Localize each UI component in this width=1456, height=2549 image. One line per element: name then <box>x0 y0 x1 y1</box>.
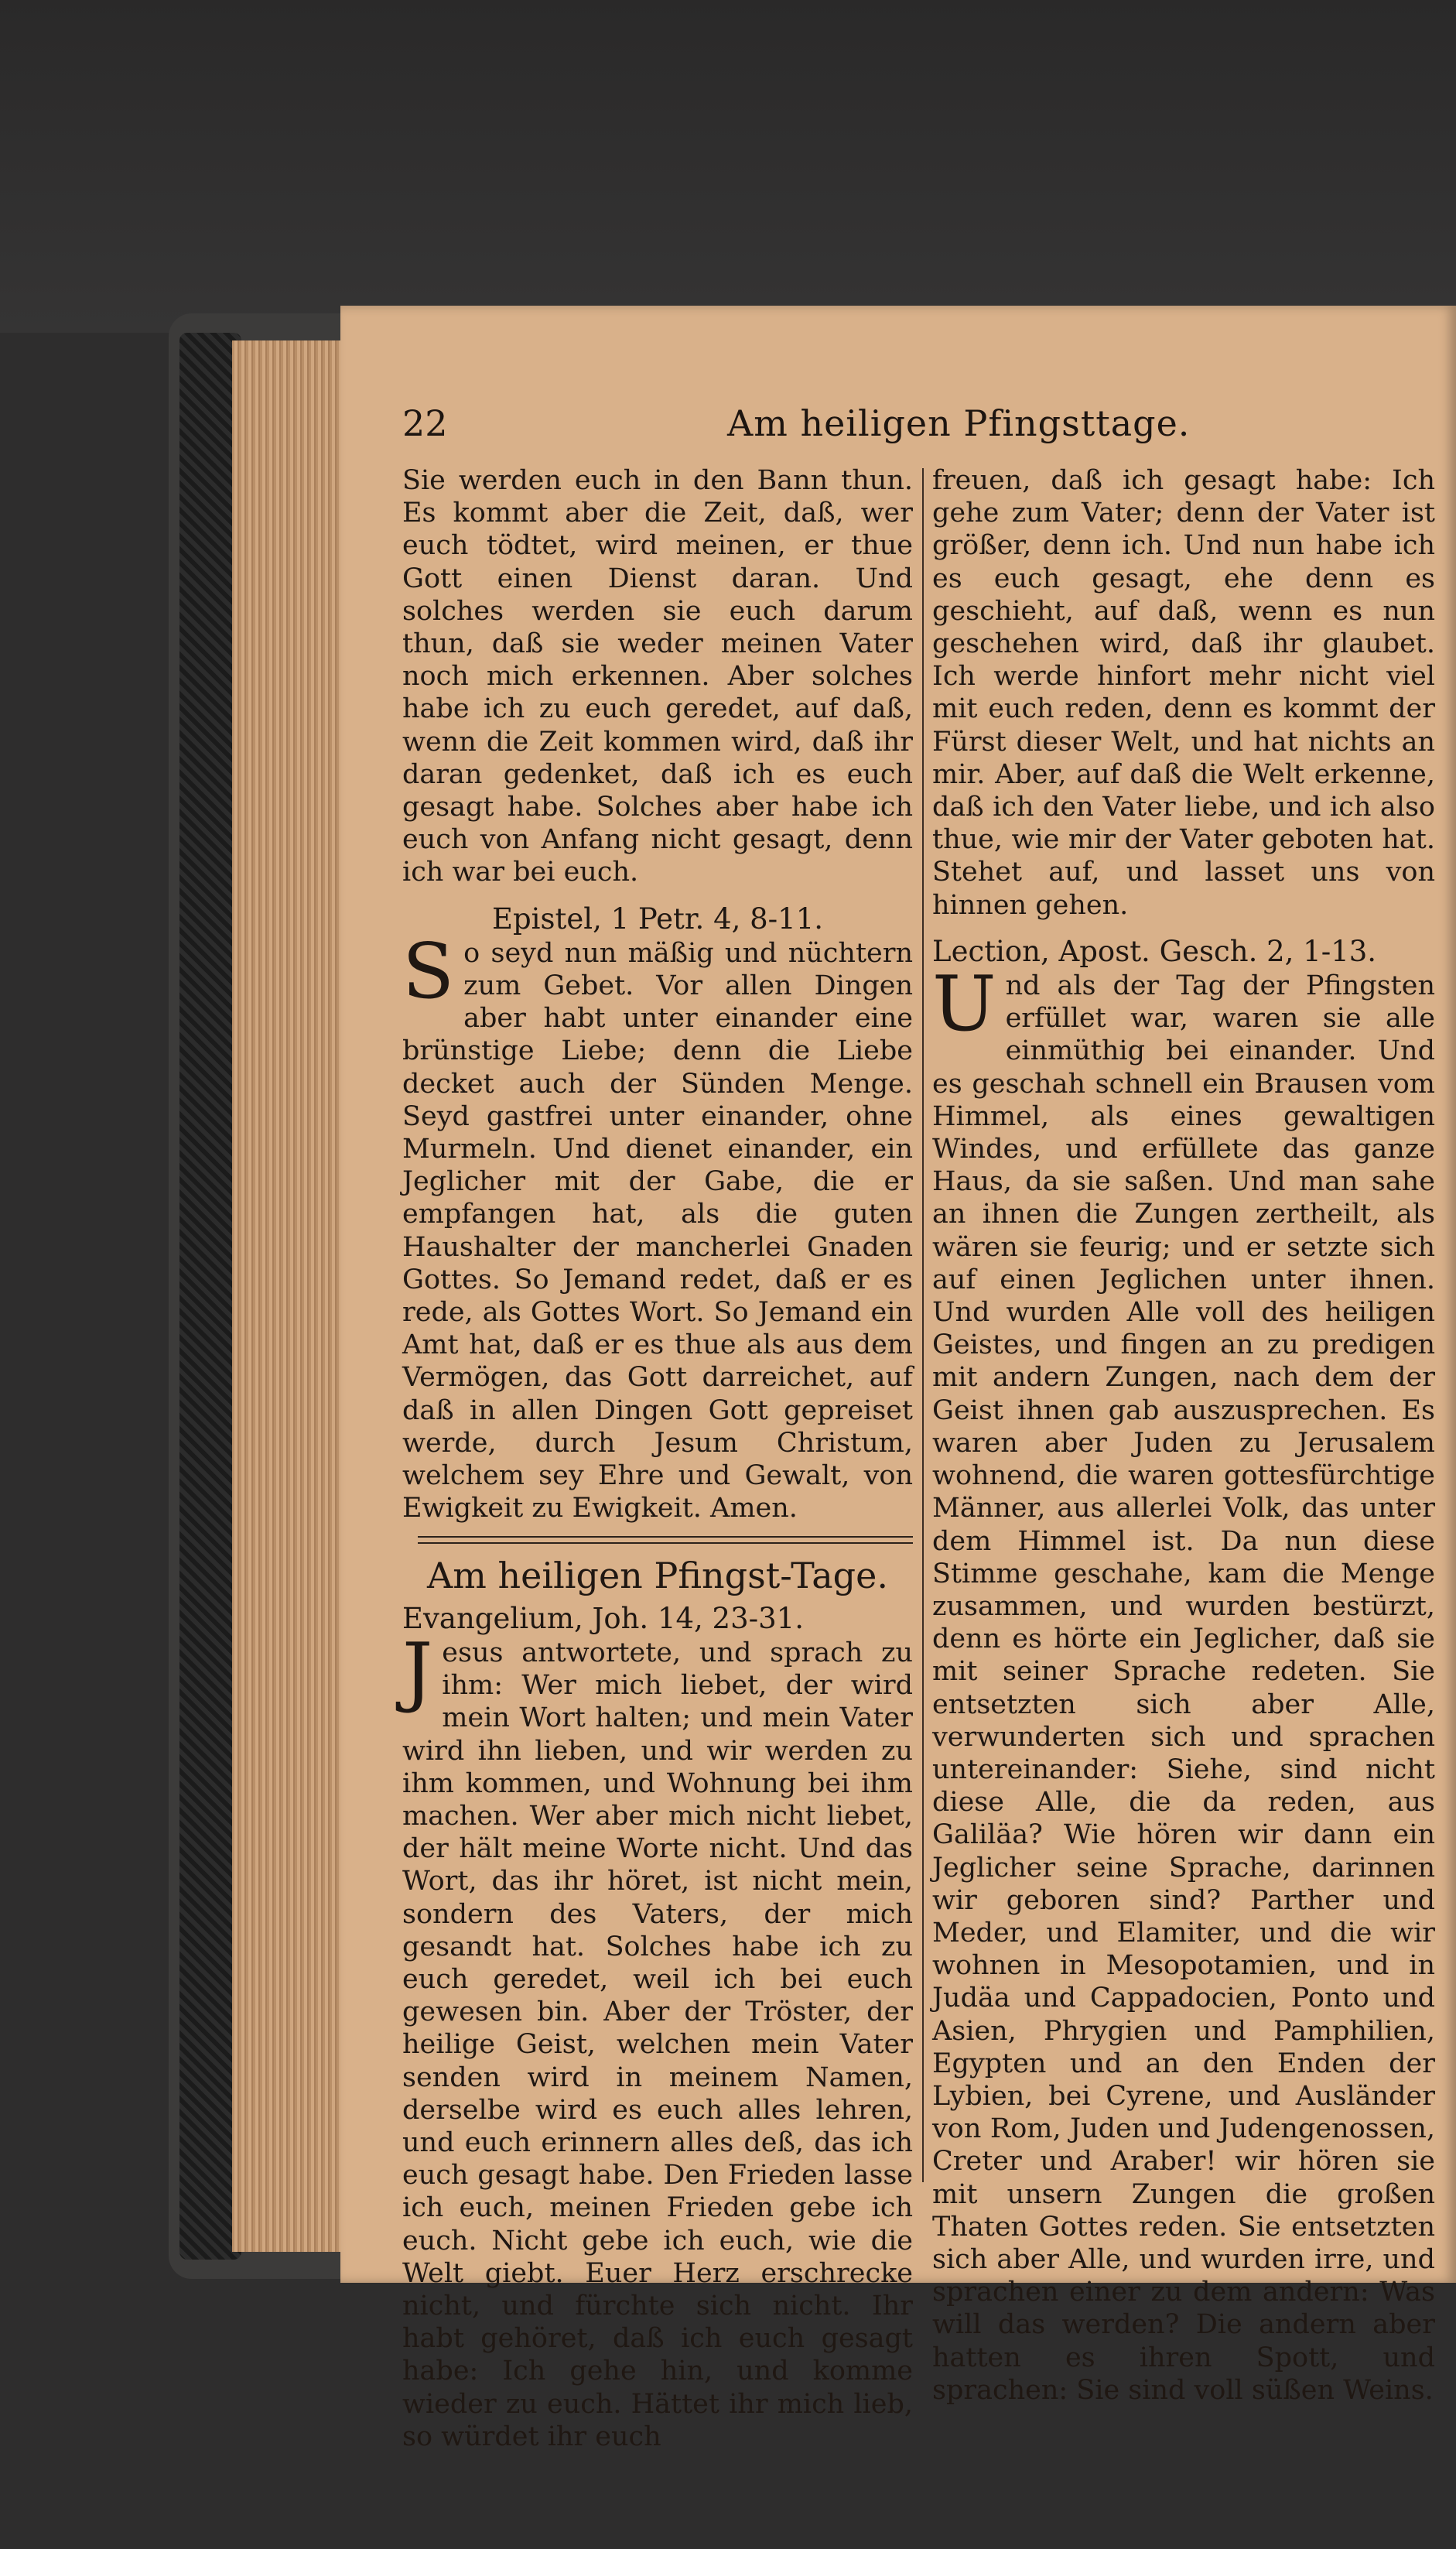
double-rule <box>418 1536 913 1544</box>
gospel-heading: Evangelium, Joh. 14, 23-31. <box>402 1601 804 1635</box>
lection-paragraph <box>932 960 1435 2407</box>
gospel-text: esus antwortete, und sprach zu ihm: Wer mich liebet, der wird mein Wort halten; und mein Vater wird ihn lieben, und wir werden zu ihm kommen, und Wohnung bei ihm machen. Wer aber mich nicht liebet, der hält meine Worte nicht. Und das Wort, das ihr höret, ist nicht mein, sondern des Vaters, der mich gesandt hat. Solches habe ich zu euch geredet, weil ich bei euch gewesen bin. Aber der Tröster, der heilige Geist, welchen mein Vater senden wird in meinem Namen, derselbe wird es euch alles lehren, und euch erinnern alles deß, das ich euch gesagt habe. Den Frieden lasse ich euch, meinen Frieden gebe ich euch. Nicht gebe ich euch, wie die Welt giebt. Euer Herz erschrecke nicht, und fürchte sich nicht. Ihr habt gehöret, daß ich euch gesagt habe: Ich gehe hin, und komme wieder zu euch. Hättet ihr mich lieb, so würdet ihr euch <box>402 1637 913 2452</box>
spacer <box>402 889 913 902</box>
drop-initial: J <box>402 1627 433 1716</box>
lection-heading: Lection, Apost. Gesch. 2, 1-13. <box>932 934 1377 968</box>
right-column <box>932 464 1435 2407</box>
continuation-text: Sie werden euch in den Bann thun. Es kommt aber die Zeit, daß, wer euch tödtet, wird meinen, er thue Gott einen Dienst daran. Und solches werden sie euch darum thun, daß sie weder meinen Vater noch mich erkennen. Aber solches habe ich zu euch geredet, auf daß, wenn die Zeit kommen wird, daß ihr daran gedenket, daß ich es euch gesagt habe. Solches aber habe ich euch von Anfang nicht gesagt, denn ich war bei euch. <box>402 465 913 888</box>
epistle-paragraph <box>402 927 913 1525</box>
running-title: Am heiligen Pfingsttage. <box>727 402 1191 444</box>
background <box>0 0 1456 333</box>
section-title: Am heiligen Pfingst-Tage. <box>427 1554 888 1596</box>
page-edges <box>232 340 348 2252</box>
column-divider <box>922 468 924 2182</box>
spacer <box>932 922 1435 934</box>
left-column <box>402 464 913 2453</box>
gospel-paragraph <box>402 1627 913 2453</box>
epistle-text: o seyd nun mäßig und nüchtern zum Gebet. Vor allen Dingen aber habt unter einander eine brünstige Liebe; denn die Liebe decket auch der Sünden Menge. Seyd gastfrei unter einander, ohne Murmeln. Und dienet einander, ein Jeglicher mit der Gabe, die er empfangen hat, als die guten Haushalter der mancherlei Gnaden Gottes. So Jemand redet, daß er es rede, als Gottes Wort. So Jemand ein Amt hat, daß er es thue als aus dem Vermögen, das Gott darreichet, auf daß in allen Dingen Gott gepreiset werde, durch Jesum Christum, welchem sey Ehre und Gewalt, von Ewigkeit zu Ewigkeit. Amen. <box>402 937 913 1524</box>
page-number: 22 <box>402 402 448 444</box>
drop-initial: U <box>932 960 996 1049</box>
drop-initial: S <box>402 927 455 1016</box>
lection-text: nd als der Tag der Pfingsten erfüllet war, waren sie alle einmüthig bei einander. Und es geschah schnell ein Brausen vom Himmel, als eines gewaltigen Windes, und erfüllete das ganze Haus, da sie saßen. Und man sahe an ihnen die Zungen zertheilt, als wären sie feurig; und er setzte sich auf einen Jeglichen unter ihnen. Und wurden Alle voll des heiligen Geistes, und fingen an zu predigen mit andern Zungen, nach dem der Geist ihnen gab auszusprechen. Es waren aber Juden zu Jerusalem wohnend, die waren gottesfürchtige Männer, aus allerlei Volk, das unter dem Himmel ist. Da nun diese Stimme geschahe, kam die Menge zusammen, und wurden bestürzt, denn es hörte ein Jeglicher, daß sie mit seiner Sprache redeten. Sie entsetzten sich aber Alle, verwunderten sich und sprachen untereinander: Siehe, sind nicht diese Alle, die da reden, aus Galiläa? Wie hören wir dann ein Jeglicher seine Sprache, darinnen wir geboren sind? Parther und Meder, und Elamiter, und die wir wohnen in Mesopotamien, und in Judäa und Cappadocien, Ponto und Asien, Phrygien und Pamphilien, Egypten und an den Enden der Lybien, bei Cyrene, und Ausländer von Rom, Juden und Judengenossen, Creter und Araber! wir hören sie mit unsern Zungen die großen Thaten Gottes reden. Sie entsetzten sich aber Alle, und wurden irre, und sprachen einer zu dem andern: Was will das werden? Die andern aber hatten es ihren Spott, und sprachen: Sie sind voll süßen Weins. <box>932 970 1435 2406</box>
continuation-text: freuen, daß ich gesagt habe: Ich gehe zum Vater; denn der Vater ist größer, denn ich. Und nun habe ich es euch gesagt, ehe denn es geschieht, auf daß, wenn es nun geschehen wird, daß ihr glaubet. Ich werde hinfort mehr nicht viel mit euch reden, denn es kommt der Fürst dieser Welt, und hat nichts an mir. Aber, auf daß die Welt erkenne, daß ich den Vater liebe, und ich also thue, wie mir der Vater geboten hat. Stehet auf, und lasset uns von hinnen gehen. <box>932 465 1435 921</box>
epistle-heading: Epistel, 1 Petr. 4, 8-11. <box>491 902 824 936</box>
